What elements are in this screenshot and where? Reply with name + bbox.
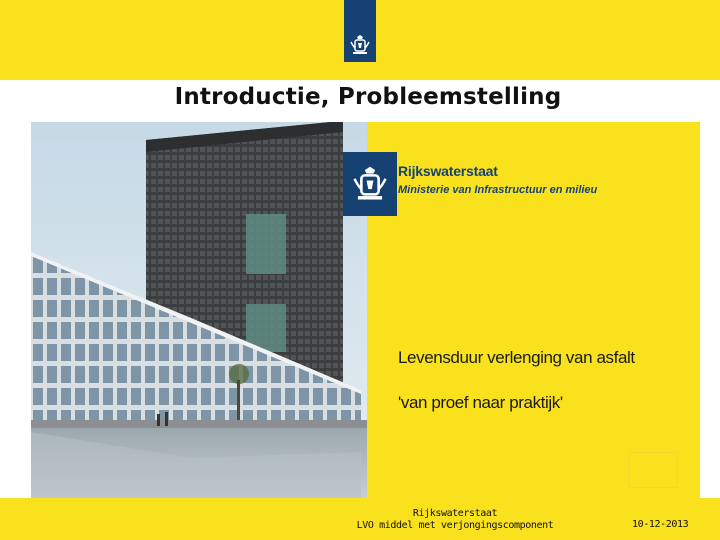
- dutch-government-crest-icon: [351, 165, 389, 203]
- rijkswaterstaat-logo: [343, 152, 397, 216]
- presentation-title: Levensduur verlenging van asfalt: [398, 348, 635, 367]
- organisation-name: Rijkswaterstaat: [398, 163, 498, 179]
- slide-title: Introductie, Probleemstelling: [174, 84, 562, 110]
- government-crest-badge: [344, 0, 376, 62]
- footer-info: [300, 508, 610, 532]
- footer-date: 10-12-2013: [632, 519, 689, 530]
- footer-subject: LVO middel met verjongingscomponent: [356, 520, 554, 531]
- organisation-text: [398, 162, 597, 200]
- dutch-government-crest-icon: [349, 34, 371, 56]
- rijkswaterstaat-office-building-photo: [31, 122, 367, 498]
- footer-organisation: Rijkswaterstaat: [412, 508, 498, 519]
- hero-image: [31, 122, 700, 498]
- top-band: [0, 0, 720, 80]
- ministry-name: Ministerie van Infrastructuur en milieu: [398, 184, 598, 196]
- presentation-subtitle: 'van proef naar praktijk': [398, 393, 563, 412]
- watermark: [628, 452, 678, 488]
